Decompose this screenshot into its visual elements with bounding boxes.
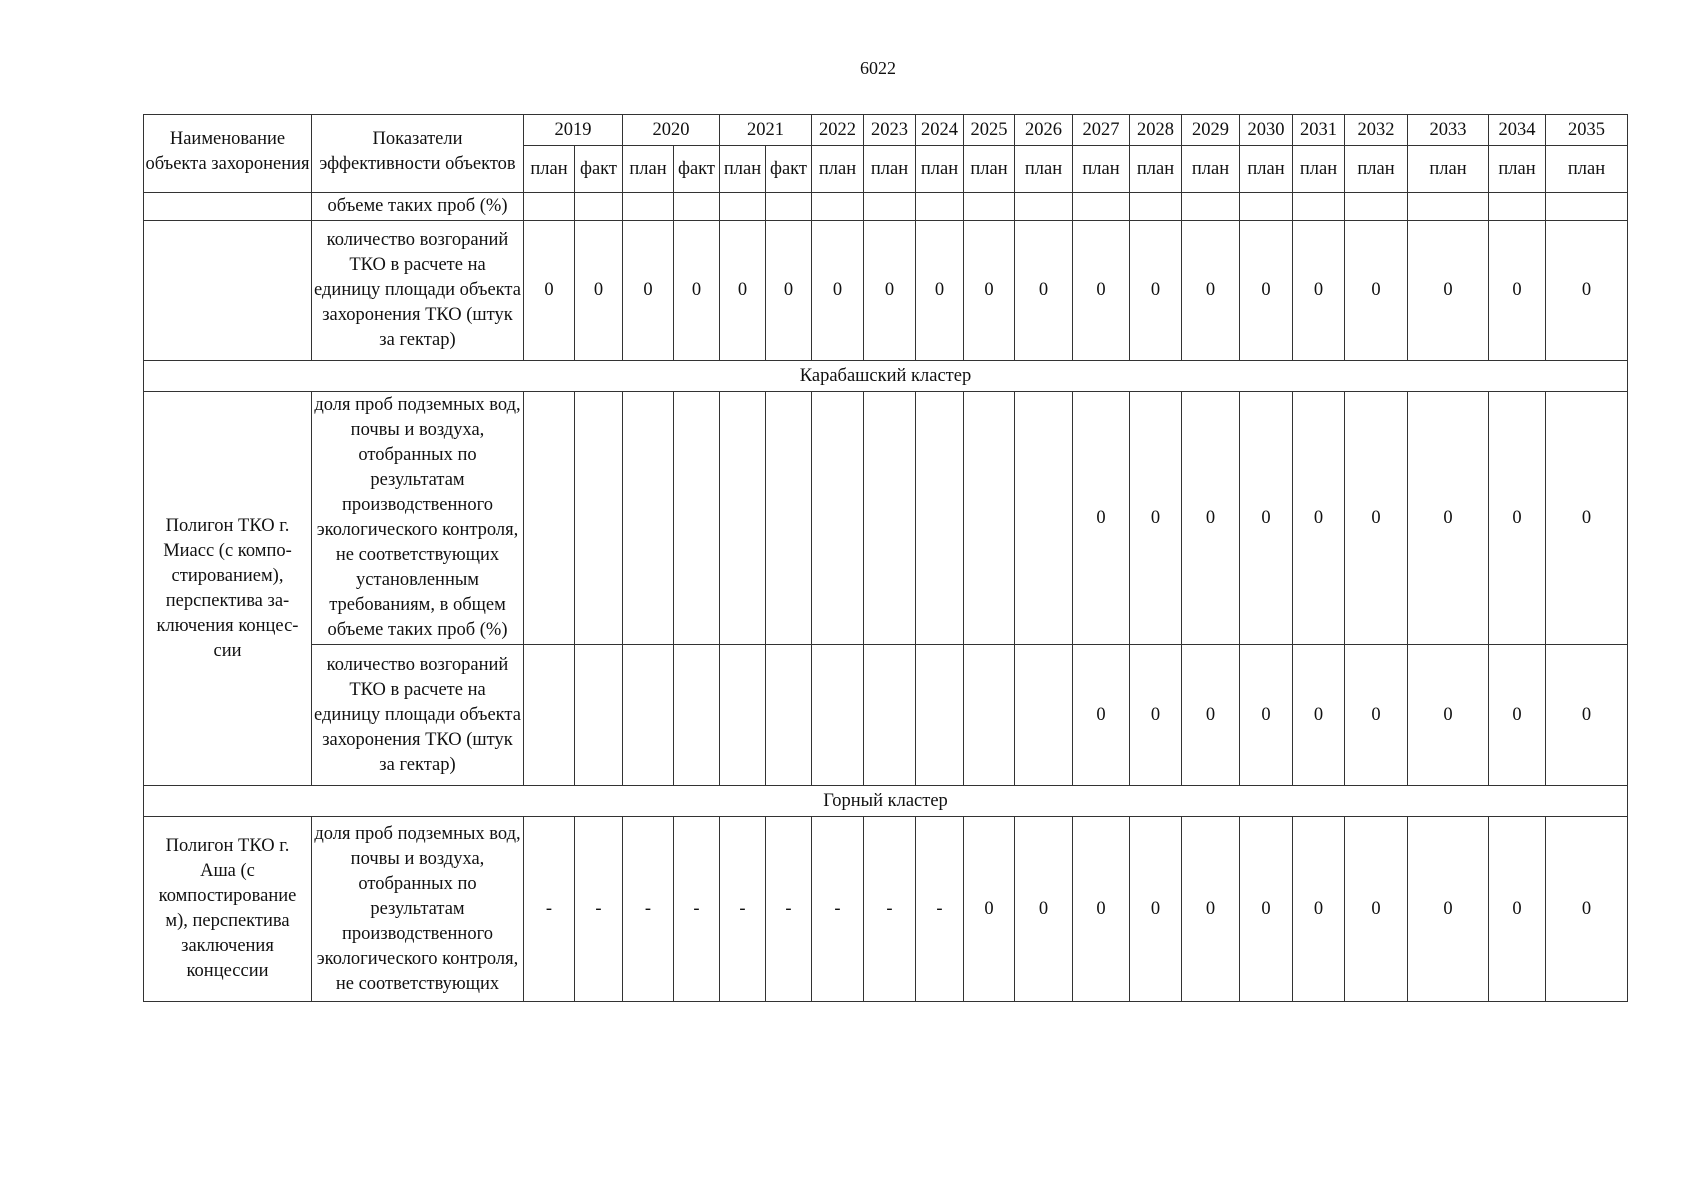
value-cell: -	[864, 817, 916, 1002]
object-name-cell: Полигон ТКО г. Миасс (с компо-стированием), перспектива за-ключения концес-сии	[144, 392, 312, 786]
header-year: 2035	[1546, 115, 1628, 146]
value-cell: 0	[1293, 817, 1345, 1002]
value-cell: 0	[1240, 392, 1293, 645]
value-cell	[916, 645, 964, 786]
header-subheader: план	[916, 146, 964, 193]
value-cell	[864, 645, 916, 786]
object-name-cell: Полигон ТКО г. Аша (с компостирование м), перспектива заключения концессии	[144, 817, 312, 1002]
cluster-header-row	[144, 361, 1628, 392]
value-cell: 0	[1489, 645, 1546, 786]
header-subheader: факт	[766, 146, 812, 193]
header-subheader: план	[1293, 146, 1345, 193]
header-year: 2027	[1073, 115, 1130, 146]
value-cell	[720, 392, 766, 645]
indicator-cell: количество возгораний ТКО в расчете на единицу площади объекта захоронения ТКО (штук за гектар)	[312, 645, 524, 786]
header-year: 2019	[524, 115, 623, 146]
header-year: 2026	[1015, 115, 1073, 146]
value-cell	[524, 645, 575, 786]
value-cell: 0	[720, 221, 766, 361]
header-subheader: факт	[575, 146, 623, 193]
value-cell	[623, 645, 674, 786]
value-cell: 0	[1073, 817, 1130, 1002]
value-cell: 0	[1240, 817, 1293, 1002]
value-cell	[766, 392, 812, 645]
table-row	[144, 392, 1628, 645]
value-cell: 0	[1240, 221, 1293, 361]
header-subheader: план	[812, 146, 864, 193]
value-cell	[623, 193, 674, 221]
value-cell: 0	[1293, 392, 1345, 645]
value-cell: 0	[1130, 645, 1182, 786]
header-year: 2024	[916, 115, 964, 146]
indicator-cell: объеме таких проб (%)	[312, 193, 524, 221]
value-cell: 0	[1546, 221, 1628, 361]
value-cell	[1073, 193, 1130, 221]
cluster-label: Карабашский кластер	[144, 361, 1628, 392]
indicator-cell: количество возгораний ТКО в расчете на единицу площади объекта захоронения ТКО (штук за гектар)	[312, 221, 524, 361]
value-cell	[964, 392, 1015, 645]
value-cell	[1489, 193, 1546, 221]
value-cell	[812, 645, 864, 786]
value-cell: 0	[623, 221, 674, 361]
value-cell: 0	[1345, 221, 1408, 361]
value-cell	[575, 392, 623, 645]
value-cell	[720, 645, 766, 786]
value-cell: 0	[1546, 645, 1628, 786]
header-year: 2034	[1489, 115, 1546, 146]
value-cell: 0	[674, 221, 720, 361]
value-cell: -	[623, 817, 674, 1002]
value-cell	[720, 193, 766, 221]
value-cell: 0	[1546, 817, 1628, 1002]
value-cell: 0	[916, 221, 964, 361]
value-cell: 0	[1130, 817, 1182, 1002]
header-subheader: план	[1073, 146, 1130, 193]
value-cell	[812, 392, 864, 645]
value-cell	[575, 645, 623, 786]
value-cell	[812, 193, 864, 221]
value-cell: 0	[1345, 817, 1408, 1002]
value-cell	[1015, 392, 1073, 645]
value-cell	[674, 392, 720, 645]
header-subheader: план	[623, 146, 674, 193]
value-cell	[964, 193, 1015, 221]
value-cell	[1182, 193, 1240, 221]
header-subheader: план	[964, 146, 1015, 193]
header-subheader: план	[1182, 146, 1240, 193]
value-cell: 0	[1182, 645, 1240, 786]
value-cell: 0	[575, 221, 623, 361]
value-cell: 0	[1293, 645, 1345, 786]
table-row	[144, 221, 1628, 361]
header-indicators: Показатели эффективности объектов	[312, 115, 524, 193]
header-year: 2025	[964, 115, 1015, 146]
value-cell: 0	[1345, 392, 1408, 645]
value-cell	[1408, 193, 1489, 221]
header-year: 2028	[1130, 115, 1182, 146]
value-cell: -	[674, 817, 720, 1002]
value-cell: 0	[766, 221, 812, 361]
value-cell	[864, 392, 916, 645]
value-cell: -	[766, 817, 812, 1002]
cluster-header-row	[144, 786, 1628, 817]
value-cell: 0	[1130, 392, 1182, 645]
value-cell: 0	[1408, 817, 1489, 1002]
value-cell	[623, 392, 674, 645]
value-cell: 0	[1130, 221, 1182, 361]
value-cell	[916, 193, 964, 221]
header-year: 2033	[1408, 115, 1489, 146]
cluster-label: Горный кластер	[144, 786, 1628, 817]
header-subheader: план	[1408, 146, 1489, 193]
value-cell: 0	[1345, 645, 1408, 786]
value-cell: 0	[1073, 221, 1130, 361]
header-year: 2021	[720, 115, 812, 146]
value-cell: 0	[1293, 221, 1345, 361]
value-cell	[1240, 193, 1293, 221]
header-subheader: план	[1240, 146, 1293, 193]
value-cell: 0	[1015, 817, 1073, 1002]
value-cell: -	[524, 817, 575, 1002]
value-cell	[766, 193, 812, 221]
indicator-cell: доля проб подземных вод, почвы и воздуха, отобранных по результатам производственного экологического контроля, не соответствующих	[312, 817, 524, 1002]
value-cell	[575, 193, 623, 221]
value-cell: 0	[1015, 221, 1073, 361]
value-cell: 0	[1073, 392, 1130, 645]
header-subheader: план	[1345, 146, 1408, 193]
value-cell: 0	[524, 221, 575, 361]
table-row	[144, 645, 1628, 786]
object-name-cell	[144, 193, 312, 221]
header-year-row	[144, 115, 1628, 146]
header-subheader: план	[1489, 146, 1546, 193]
object-name-cell	[144, 221, 312, 361]
table-row	[144, 817, 1628, 1002]
value-cell	[1015, 645, 1073, 786]
efficiency-indicators-table	[143, 114, 1628, 1002]
header-subheader: план	[524, 146, 575, 193]
value-cell	[1015, 193, 1073, 221]
value-cell: 0	[1182, 221, 1240, 361]
header-year: 2020	[623, 115, 720, 146]
value-cell	[674, 193, 720, 221]
value-cell	[524, 392, 575, 645]
value-cell	[864, 193, 916, 221]
value-cell	[1345, 193, 1408, 221]
value-cell: -	[720, 817, 766, 1002]
value-cell: -	[916, 817, 964, 1002]
value-cell: 0	[1408, 392, 1489, 645]
value-cell: 0	[1240, 645, 1293, 786]
table-row	[144, 193, 1628, 221]
header-subheader: факт	[674, 146, 720, 193]
header-object-name: Наименование объекта захоронения	[144, 115, 312, 193]
header-year: 2022	[812, 115, 864, 146]
value-cell	[674, 645, 720, 786]
header-year: 2030	[1240, 115, 1293, 146]
value-cell	[1546, 193, 1628, 221]
value-cell: 0	[1182, 392, 1240, 645]
value-cell	[524, 193, 575, 221]
value-cell: 0	[1182, 817, 1240, 1002]
header-year: 2029	[1182, 115, 1240, 146]
value-cell	[964, 645, 1015, 786]
value-cell: 0	[964, 817, 1015, 1002]
value-cell: 0	[1408, 221, 1489, 361]
value-cell	[916, 392, 964, 645]
header-year: 2023	[864, 115, 916, 146]
value-cell: 0	[1408, 645, 1489, 786]
value-cell: 0	[1489, 392, 1546, 645]
value-cell: -	[575, 817, 623, 1002]
value-cell: 0	[812, 221, 864, 361]
value-cell: 0	[1489, 817, 1546, 1002]
value-cell: 0	[1489, 221, 1546, 361]
value-cell: 0	[864, 221, 916, 361]
page-number: 6022	[860, 58, 896, 78]
value-cell: 0	[964, 221, 1015, 361]
header-subheader: план	[864, 146, 916, 193]
header-year: 2032	[1345, 115, 1408, 146]
header-subheader: план	[1130, 146, 1182, 193]
value-cell: 0	[1073, 645, 1130, 786]
header-year: 2031	[1293, 115, 1345, 146]
value-cell	[766, 645, 812, 786]
value-cell: -	[812, 817, 864, 1002]
value-cell	[1293, 193, 1345, 221]
value-cell	[1130, 193, 1182, 221]
header-subheader: план	[1015, 146, 1073, 193]
header-subheader: план	[720, 146, 766, 193]
header-subheader: план	[1546, 146, 1628, 193]
value-cell: 0	[1546, 392, 1628, 645]
indicator-cell: доля проб подземных вод, почвы и воздуха, отобранных по результатам производственного экологического контроля, не соответствующих установленным требованиям, в общем объеме таких проб (%)	[312, 392, 524, 645]
